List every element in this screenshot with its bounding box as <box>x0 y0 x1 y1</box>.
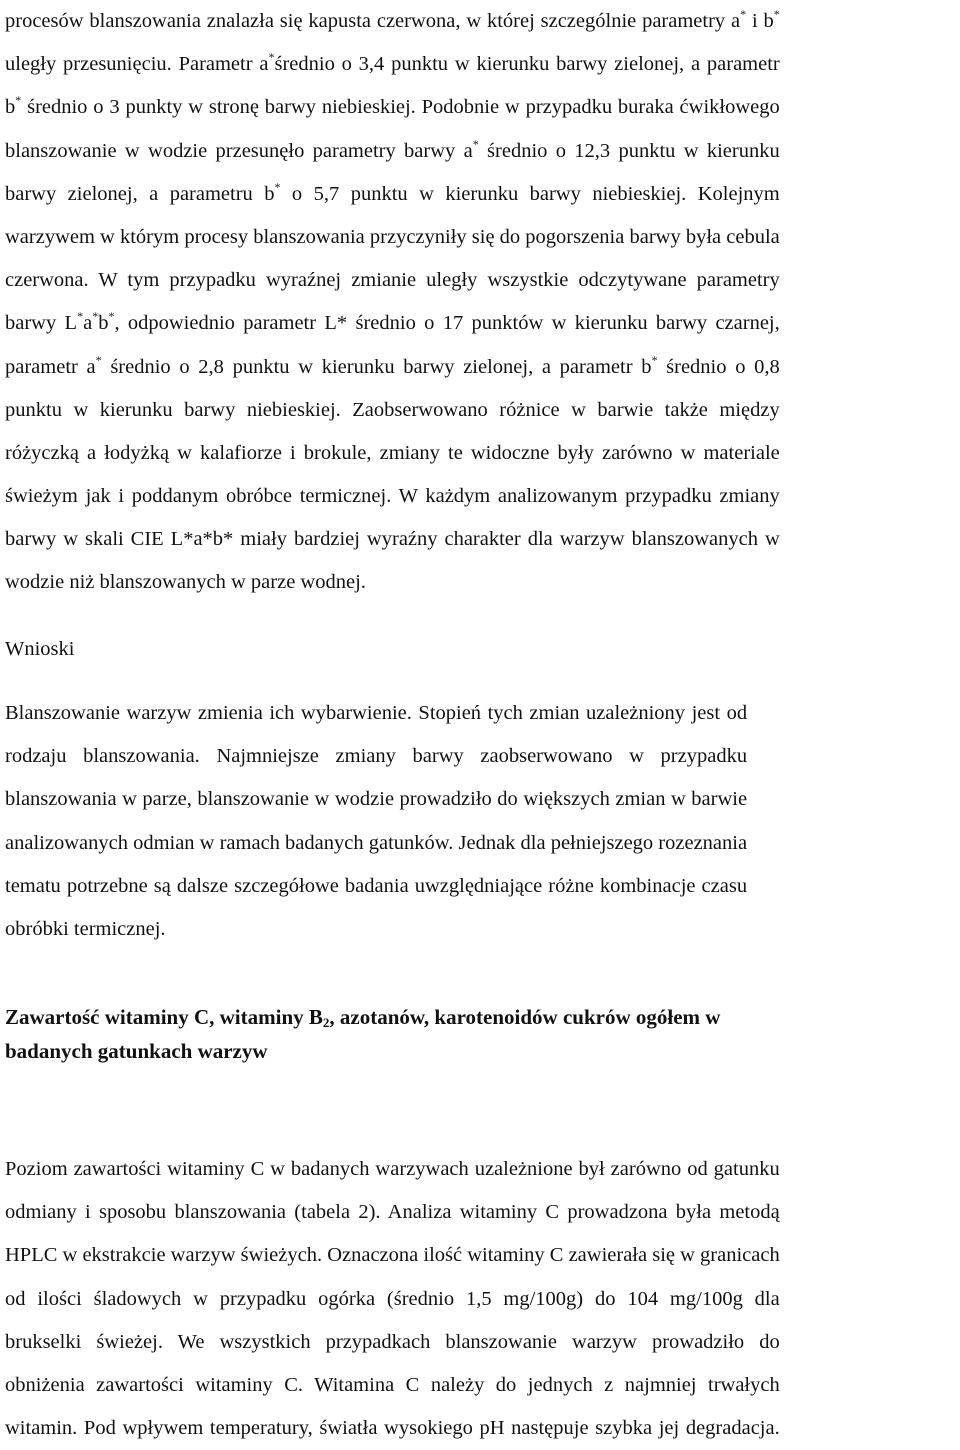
text-line: czerwona. W tym przypadku wyraźnej zmianie uległy wszystkie odczytywane parametry <box>5 269 780 292</box>
text-line: obniżenia zawartości witaminy C. Witamina C należy do jednych z najmniej trwałych <box>5 1373 780 1396</box>
text-line: różyczką a łodyżką w kalafiorze i brokule, zmiany te widoczne były zarówno w materiale <box>5 441 780 464</box>
text-line: punktu w kierunku barwy niebieskiej. Zaobserwowano różnice w barwie także między <box>5 398 780 421</box>
text-line: brukselki świeżej. We wszystkich przypadkach blanszowanie warzyw prowadziło do <box>5 1330 780 1353</box>
text-line: witamin. Pod wpływem temperatury, światła wysokiego pH następuje szybka jej degradacja. <box>5 1417 780 1440</box>
text-line: barwy w skali CIE L*a*b* miały bardziej wyraźny charakter dla warzyw blanszowanych w <box>5 528 780 551</box>
text-line: parametr a* średnio o 2,8 punktu w kierunku barwy zielonej, a parametr b* średnio o 0,8 <box>5 352 780 378</box>
text-line: blanszowania w parze, blanszowanie w wodzie prowadziło do większych zmian w barwie <box>5 788 748 811</box>
section-heading-vitamins: Zawartość witaminy C, witaminy $B_2$, azotanów, karotenoidów cukrów ogółem w badanych gatunkach warzyw <box>5 1005 721 1063</box>
section-heading-conclusions: Wnioski <box>5 638 75 660</box>
text-line: obróbki termicznej. <box>5 917 166 940</box>
text-line: barwy L*a*b*, odpowiednio parametr L* średnio o 17 punktów w kierunku barwy czarnej, <box>5 309 780 335</box>
paragraph-color-results <box>5 0 780 605</box>
text-line: b* średnio o 3 punkty w stronę barwy niebieskiej. Podobnie w przypadku buraka ćwikłowego <box>5 93 780 119</box>
text-line: barwy zielonej, a parametru b* o 5,7 punktu w kierunku barwy niebieskiej. Kolejnym <box>5 179 780 205</box>
text-line: rodzaju blanszowania. Najmniejsze zmiany barwy zaobserwowano w przypadku <box>5 745 748 768</box>
text-line: uległy przesunięciu. Parametr a*średnio o 3,4 punktu w kierunku barwy zielonej, a parametr <box>5 50 780 76</box>
text-line: Poziom zawartości witaminy C w badanych warzywach uzależnione był zarówno od gatunku <box>5 1158 780 1180</box>
text-line: Blanszowanie warzyw zmienia ich wybarwienie. Stopień tych zmian uzależniony jest od <box>5 702 748 724</box>
text-line: HPLC w ekstrakcie warzyw świeżych. Oznaczona ilość witaminy C zawierała się w granicach <box>5 1244 780 1267</box>
text-line: tematu potrzebne są dalsze szczegółowe badania uwzględniające różne kombinacje czasu <box>5 874 748 897</box>
text-line: od ilości śladowych w przypadku ogórka (średnio 1,5 mg/100g) do 104 mg/100g dla <box>5 1287 780 1310</box>
text-line: warzywem w którym procesy blanszowania przyczyniły się do pogorszenia barwy była cebula <box>5 225 780 248</box>
text-line: analizowanych odmian w ramach badanych gatunków. Jednak dla pełniejszego rozeznania <box>5 831 748 854</box>
text-line: blanszowanie w wodzie przesunęło parametry barwy a* średnio o 12,3 punktu w kierunku <box>5 136 780 162</box>
text-line: procesów blanszowania znalazła się kapusta czerwona, w której szczególnie parametry a* i b* <box>5 7 780 32</box>
paragraph-conclusions <box>5 692 747 951</box>
text-line: wodzie niż blanszowanych w parze wodnej. <box>5 571 366 594</box>
text-line: świeżym jak i poddanym obróbce termicznej. W każdym analizowanym przypadku zmiany <box>5 485 780 508</box>
paragraph-vitamin-c <box>5 1148 780 1450</box>
text-line: odmiany i sposobu blanszowania (tabela 2). Analiza witaminy C prowadzona była metodą <box>5 1201 780 1224</box>
